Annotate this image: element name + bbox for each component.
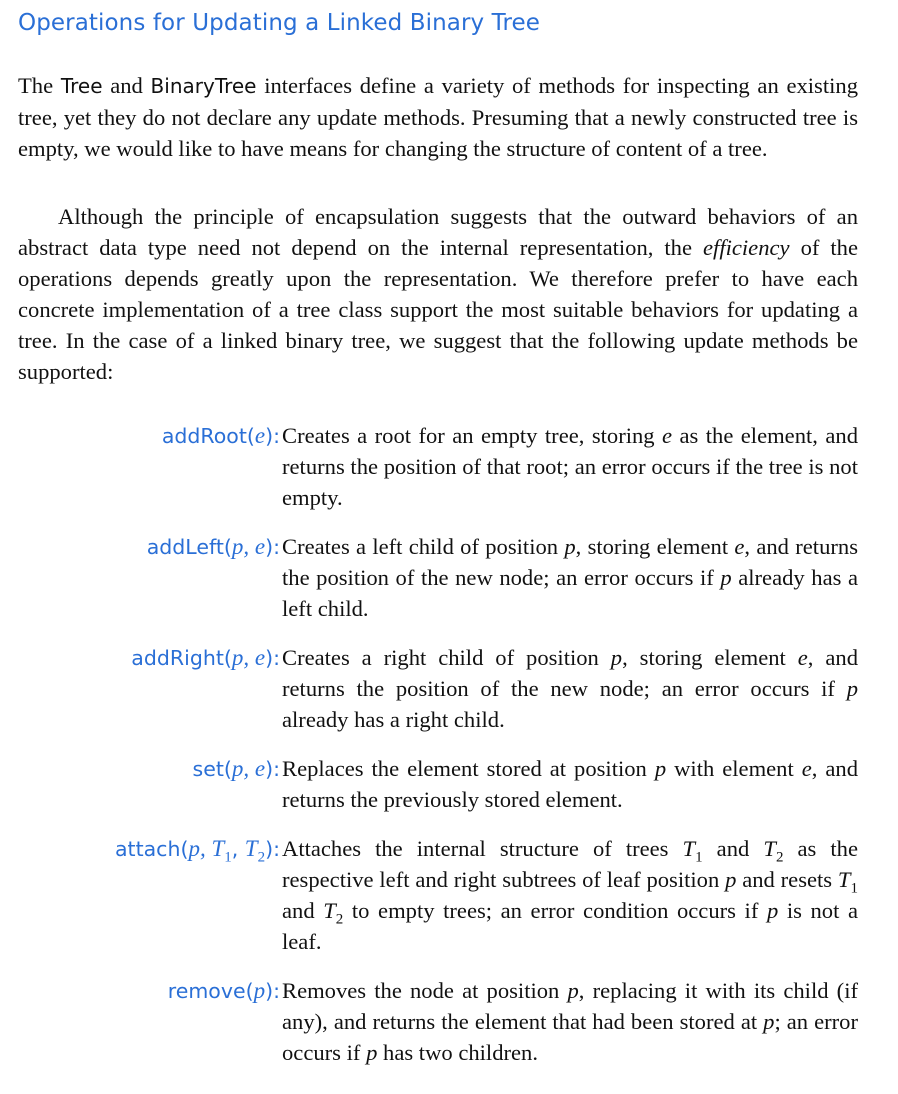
interface-name-tree: Tree (60, 74, 103, 98)
paren-close: ): (265, 837, 280, 861)
text-run: is not a leaf. (282, 898, 858, 954)
text-run: , storing element (575, 534, 735, 559)
var: p (720, 565, 732, 590)
method-signature (168, 975, 280, 1007)
text-run: to empty trees; an error condition occurs if (343, 898, 767, 923)
subscript: 1 (695, 849, 703, 866)
section-heading: Operations for Updating a Linked Binary Tree (18, 10, 541, 36)
var: T (837, 867, 851, 892)
text-run: , and returns the previously stored element. (282, 756, 858, 812)
text-run: already has a right child. (282, 707, 505, 732)
var: e (734, 534, 745, 559)
paren-close: ): (265, 535, 280, 559)
method-def-remove (18, 975, 858, 1068)
paren-open: ( (223, 535, 232, 559)
text-run: as the element, and returns the position of that root; an error occurs if the tree is not empty. (282, 423, 858, 510)
method-def-addroot (18, 420, 858, 513)
paren-open: ( (223, 757, 232, 781)
method-args: p, e (231, 645, 266, 670)
arg-sep: , (231, 837, 245, 861)
text-run: The (18, 73, 61, 98)
text-run: Creates a root for an empty tree, storing (282, 423, 663, 448)
paren-close: ): (265, 424, 280, 448)
method-def-addleft (18, 531, 858, 624)
method-args: p (253, 978, 266, 1003)
paren-close: ): (265, 979, 280, 1003)
text-run: as the respective left and right subtrees of leaf position (282, 836, 858, 892)
method-description (282, 642, 858, 735)
method-description (282, 833, 858, 957)
paren-open: ( (246, 424, 255, 448)
text-run: has two children. (377, 1040, 539, 1065)
text-run: Although the principle of encapsulation suggests that the outward behaviors of an abstract data type need not depend on the internal representation, the (18, 204, 858, 260)
method-name: addRoot (161, 424, 247, 448)
paren-open: ( (245, 979, 254, 1003)
method-def-addright (18, 642, 858, 735)
text-run: and (102, 73, 151, 98)
text-run: of the operations depends greatly upon the representation. We therefore prefer to have each concrete implementation of a tree class support the most suitable behaviors for updating a tree. In the case of a linked binary tree, we suggest that the following update methods be supported: (18, 235, 858, 384)
method-name: addLeft (146, 535, 224, 559)
arg-t1-sub: 1 (224, 849, 232, 866)
text-run: and resets (736, 867, 838, 892)
subscript: 2 (775, 849, 784, 866)
emphasis-efficiency: efficiency (703, 235, 790, 260)
arg-t2-sub: 2 (257, 849, 266, 866)
subscript: 2 (335, 911, 344, 928)
arg-p: p, (188, 836, 212, 861)
method-args: p, e (231, 756, 266, 781)
arg-t2: T (244, 836, 258, 861)
var: p (763, 1009, 775, 1034)
var: e (801, 756, 812, 781)
var: p (725, 867, 737, 892)
arg-t1: T (211, 836, 225, 861)
text-run: Attaches the internal structure of trees (282, 836, 683, 861)
method-description (282, 975, 858, 1068)
var: e (797, 645, 808, 670)
text-run: already has a left child. (282, 565, 858, 621)
method-def-attach (18, 833, 858, 957)
text-run: , and returns the position of the new node; an error occurs if (282, 645, 858, 701)
text-run: , storing element (622, 645, 798, 670)
method-description (282, 420, 858, 513)
method-definition-list (18, 420, 858, 1086)
var: T (763, 836, 776, 861)
text-run: , replacing it with its child (if any), and returns the element that had been stored at (282, 978, 858, 1034)
text-run: and (282, 898, 324, 923)
var: p (366, 1040, 378, 1065)
text-run: , and returns the position of the new node; an error occurs if (282, 534, 858, 590)
method-signature (131, 642, 280, 674)
var: T (682, 836, 696, 861)
text-run: and (702, 836, 764, 861)
var: p (610, 645, 623, 670)
text-run: ; an error occurs if (282, 1009, 858, 1065)
method-name: attach (114, 837, 181, 861)
method-name: remove (167, 979, 246, 1003)
paren-open: ( (180, 837, 189, 861)
method-description (282, 753, 858, 815)
method-name: addRight (131, 646, 224, 670)
method-def-set (18, 753, 858, 815)
var: p (564, 534, 576, 559)
method-args: p, e (231, 534, 266, 559)
method-signature (115, 833, 280, 865)
method-args (188, 836, 266, 866)
var: e (662, 423, 673, 448)
var: p (567, 978, 579, 1003)
subscript: 1 (850, 880, 858, 897)
text-run: interfaces define a variety of methods for inspecting an existing tree, yet they do not declare any update methods. Presuming that a newly constructed tree is empty, we would like to have means for changing the structure of content of a tree. (18, 73, 858, 161)
method-args: e (254, 423, 266, 448)
text-run: with element (666, 756, 802, 781)
interface-name-binarytree: BinaryTree (150, 74, 257, 98)
method-signature (147, 531, 280, 563)
text-run: Creates a left child of position (282, 534, 565, 559)
paragraph-encapsulation (18, 201, 858, 387)
var: p (654, 756, 667, 781)
paren-close: ): (265, 646, 280, 670)
paren-open: ( (223, 646, 232, 670)
var: p (846, 676, 858, 701)
text-run: Replaces the element stored at position (282, 756, 655, 781)
paragraph-intro (18, 70, 858, 164)
method-signature (193, 753, 280, 785)
var: p (766, 898, 779, 923)
method-name: set (192, 757, 224, 781)
var: T (323, 898, 336, 923)
text-run: Creates a right child of position (282, 645, 611, 670)
method-signature (162, 420, 280, 452)
method-description (282, 531, 858, 624)
paren-close: ): (265, 757, 280, 781)
text-run: Removes the node at position (282, 978, 568, 1003)
